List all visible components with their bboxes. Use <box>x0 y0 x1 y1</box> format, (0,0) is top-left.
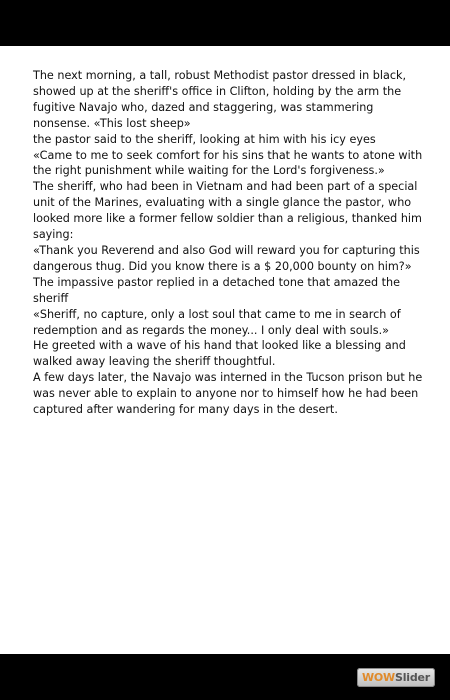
paragraph-8: He greeted with a wave of his hand that looked like a blessing and walked away leaving the sheriff thoughtful. <box>33 339 406 369</box>
paragraph-1: The next morning, a tall, robust Methodist pastor dressed in black, showed up at the sheriff's office in Clifton, holding by the arm the fugitive Navajo who, dazed and staggering, was stammering nonsense. «This lost sheep» <box>33 69 407 130</box>
paragraph-3: «Came to me to seek comfort for his sins that he wants to atone with the right punishment while waiting for the Lord's forgiveness.» <box>33 148 423 178</box>
paragraph-6: The impassive pastor replied in a detached tone that amazed the sheriff <box>33 275 401 305</box>
paragraph-5: «Thank you Reverend and also God will reward you for capturing this dangerous thug. Did you know there is a $ 20,000 bounty on him?» <box>33 243 420 273</box>
top-letterbox-bar <box>0 0 450 46</box>
wowslider-logo-link[interactable] <box>357 668 435 687</box>
paragraph-2: the pastor said to the sheriff, looking at him with his icy eyes <box>33 132 376 146</box>
slide-text-body <box>33 68 433 418</box>
slide-page <box>0 46 450 654</box>
wowslider-logo-slider: Slider <box>395 671 431 684</box>
paragraph-9: A few days later, the Navajo was interned in the Tucson prison but he was never able to explain to anyone nor to himself how he had been captured after wandering for many days in the desert. <box>33 371 423 417</box>
paragraph-7: «Sheriff, no capture, only a lost soul that came to me in search of redemption and as regards the money... I only deal with souls.» <box>33 307 401 337</box>
paragraph-4: The sheriff, who had been in Vietnam and had been part of a special unit of the Marines, evaluating with a single glance the pastor, who looked more like a former fellow soldier than a religious, thanked him saying: <box>33 180 422 242</box>
wowslider-logo-wow: WOW <box>361 671 395 684</box>
